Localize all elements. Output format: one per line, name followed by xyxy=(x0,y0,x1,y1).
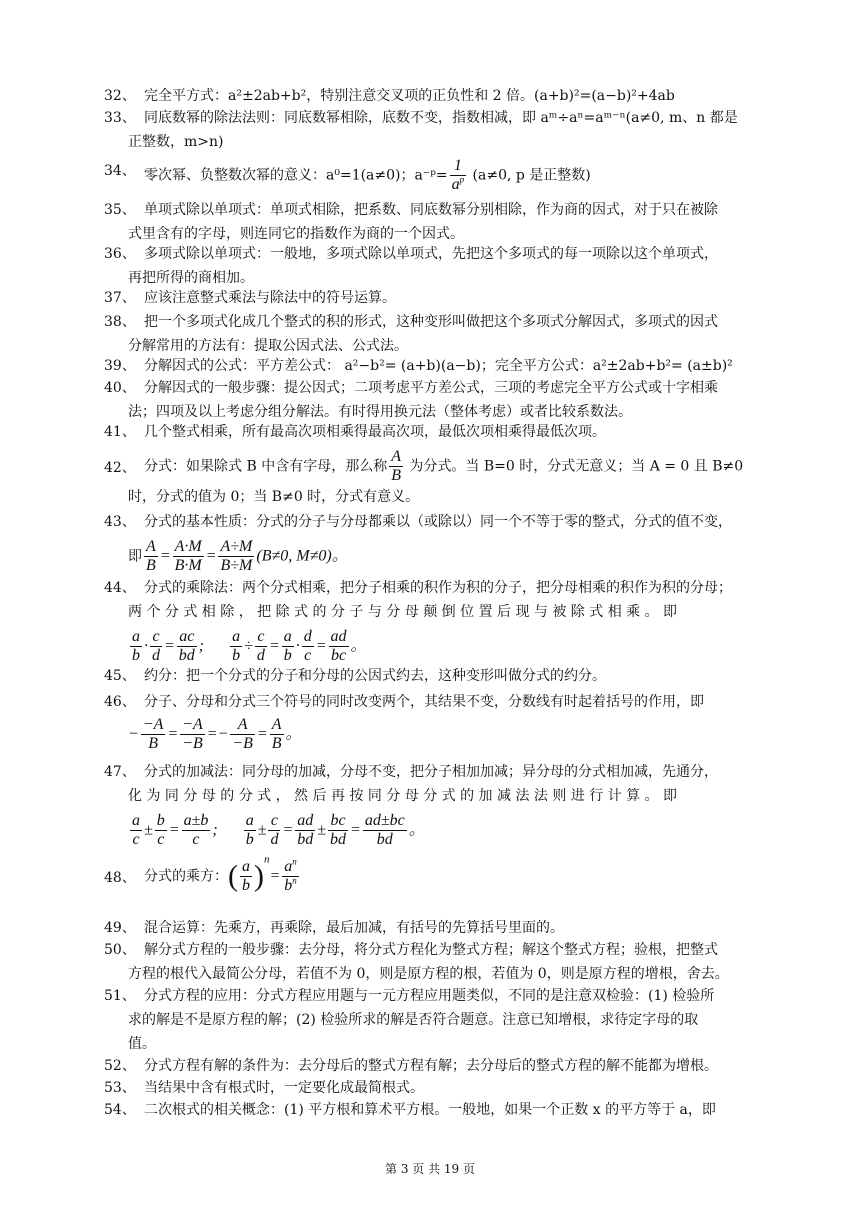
list-item xyxy=(104,1076,760,1100)
formula-add-subtract: $\frac{a}{c}$ ± $\frac{b}{c}$ = $\frac{a\pm b}{c}$ ; $\frac{a}{b}$ ± $\frac{c}{d}$ = $\frac{ad}{bd}$ ± $\frac{bc}{bd}$ = $\frac{ad\pm bc}{bd}$ 。 xyxy=(132,812,425,848)
list-item xyxy=(104,760,760,849)
fraction: $\frac{ac}{bd}$ xyxy=(178,628,195,664)
item-text: 应该注意整式乘法与除法中的符号运算。 xyxy=(144,290,396,306)
item-number: 47、 xyxy=(104,764,136,780)
fraction: $\frac{a}{c}$ xyxy=(132,812,140,848)
item-text: 多项式除以单项式：一般地，多项式除以单项式，先把这个多项式的每一项除以这个单项式， xyxy=(144,246,718,262)
item-number: 36、 xyxy=(104,246,136,262)
item-number: 40、 xyxy=(104,380,136,396)
item-text: 分式的加减法：同分母的加减，分母不变，把分子相加加减；异分母的分式相加减，先通分， xyxy=(144,764,718,780)
list-item xyxy=(104,376,760,424)
item-text-part: 为分式。当 B=0 时，分式无意义；当 A = 0 且 B≠0 xyxy=(404,458,744,475)
item-text: 当结果中含有根式时，一定要化成最简根式。 xyxy=(144,1080,424,1096)
item-text-part: (B≠0, M≠0)。 xyxy=(256,547,348,565)
item-text: 求的解是不是原方程的解；(2) 检验所求的解是否符合题意。注意已知增根，求待定字母的取 xyxy=(128,1012,699,1028)
item-number: 45、 xyxy=(104,668,136,684)
list-item xyxy=(104,853,760,895)
fraction: $\frac{c}{d}$ xyxy=(152,628,160,664)
item-text: 再把所得的商相加。 xyxy=(128,270,254,286)
item-text-part: 零次幂、负整数次幂的意义：a⁰=1(a≠0)；a⁻ᵖ= xyxy=(144,167,448,184)
item-text-part: 即 xyxy=(128,548,142,565)
list-item xyxy=(104,916,760,940)
item-number: 46、 xyxy=(104,694,136,710)
item-text: 分式的乘除法：两个分式相乘，把分子相乘的积作为积的分子，把分母相乘的积作为积的分母； xyxy=(144,580,732,596)
item-text: 时，分式的值为 0；当 B≠0 时，分式有意义。 xyxy=(128,489,420,505)
item-text xyxy=(104,157,760,194)
fraction: $\frac{bc}{bd}$ xyxy=(330,812,347,848)
item-text: 方程的根代入最简公分母，若值不为 0，则是原方程的根，若值为 0，则是原方程的增根，舍去。 xyxy=(128,966,729,982)
item-number: 43、 xyxy=(104,514,136,530)
item-number: 33、 xyxy=(104,110,136,126)
list-item xyxy=(104,664,760,688)
item-number: 48、 xyxy=(104,870,136,886)
item-text: 分解常用的方法有：提取公因式法、公式法。 xyxy=(128,338,408,354)
list-item xyxy=(104,354,760,378)
fraction: $\frac{a\pm b}{c}$ xyxy=(183,812,209,848)
fraction: $\frac{A}{B}$ xyxy=(271,716,282,752)
fraction: $\frac{a}{b}$ xyxy=(232,628,241,664)
list-item xyxy=(104,106,760,154)
fraction: $\frac{ad}{bd}$ xyxy=(297,812,314,848)
list-item xyxy=(104,690,760,753)
list-item xyxy=(104,984,760,1056)
item-number: 35、 xyxy=(104,202,136,218)
item-text: 单项式除以单项式：单项式相除，把系数、同底数幂分别相除，作为商的因式，对于只在被除 xyxy=(144,202,718,218)
item-text: 分式的基本性质：分式的分子与分母都乘以（或除以）同一个不等于零的整式，分式的值不变， xyxy=(144,514,732,530)
item-text: 分式方程有解的条件为：去分母后的整式方程有解；去分母后的整式方程的解不能都为增根。 xyxy=(144,1058,718,1074)
fraction: $\frac{a}{b}$ xyxy=(132,628,140,664)
fraction: $\frac{A}{-B}$ xyxy=(232,716,253,752)
item-text: 分解因式的一般步骤：提公因式；二项考虑平方差公式，三项的考虑完全平方公式或十字相乘 xyxy=(144,380,718,396)
formula-sign-change: − $\frac{-A}{B}$ = $\frac{-A}{-B}$ =− $\frac{A}{-B}$ = $\frac{A}{B}$ 。 xyxy=(128,716,302,752)
item-number: 52、 xyxy=(104,1058,136,1074)
item-number: 39、 xyxy=(104,358,136,374)
list-item xyxy=(104,198,760,246)
item-number: 44、 xyxy=(104,580,136,596)
fraction: $\frac{a}{b}$ xyxy=(245,812,254,848)
item-text: 二次根式的相关概念：(1) 平方根和算术平方根。一般地，如果一个正数 x 的平方等于 a，即 xyxy=(144,1102,716,1118)
fraction: $\frac{ad\pm bc}{bd}$ xyxy=(364,812,405,848)
formula-power: 分式的乘方：( $\frac{a}{b}$ )$^n$= $\frac{a^n}{b^n}$ xyxy=(144,853,297,894)
fraction: $\frac{b}{c}$ xyxy=(156,812,165,848)
item-number: 38、 xyxy=(104,314,136,330)
item-text: 约分：把一个分式的分子和分母的公因式约去，这种变形叫做分式的约分。 xyxy=(144,668,606,684)
item-number: 51、 xyxy=(104,988,136,1004)
fraction-1-over-a-p: $\frac{1}{a^p}$ xyxy=(451,157,465,193)
page-footer: 第 3 页 共 19 页 xyxy=(385,1162,475,1176)
item-text-part: (a≠0, p 是正整数) xyxy=(468,167,591,184)
list-item xyxy=(104,157,760,194)
item-number: 54、 xyxy=(104,1102,136,1118)
item-number: 53、 xyxy=(104,1080,136,1096)
item-text: 正整数，m>n) xyxy=(128,134,224,150)
fraction: $\frac{c}{d}$ xyxy=(270,812,279,848)
list-item xyxy=(104,938,760,986)
list-item xyxy=(104,420,760,444)
formula-basic-property: 即 $\frac{A}{B}$ = $\frac{A\cdot M}{B\cdot M}$ = $\frac{A\div M}{B\div M}$ (B≠0, M≠0)。 xyxy=(128,538,348,574)
fraction: $\frac{a}{b}$ xyxy=(283,628,292,664)
item-number: 32、 xyxy=(104,88,136,104)
item-number: 34、 xyxy=(104,163,136,179)
item-number: 41、 xyxy=(104,424,136,440)
item-text: 解分式方程的一般步骤：去分母，将分式方程化为整式方程；解这个整式方程；验根，把整式 xyxy=(144,942,718,958)
item-text: 式里含有的字母，则连同它的指数作为商的一个因式。 xyxy=(128,226,464,242)
item-text: 两 个 分 式 相 除 ， 把 除 式 的 分 子 与 分 母 颠 倒 位 置 后 现 与 被 除 式 相 乘 。 即 xyxy=(128,604,678,620)
fraction: $\frac{A\cdot M}{B\cdot M}$ xyxy=(174,538,202,574)
item-text: 混合运算：先乘方，再乘除，最后加减，有括号的先算括号里面的。 xyxy=(144,920,564,936)
fraction-a-over-b: $\frac{A}{B}$ xyxy=(391,448,401,484)
fraction: $\frac{-A}{B}$ xyxy=(142,716,164,752)
item-text: 把一个多项式化成几个整式的积的形式，这种变形叫做把这个多项式分解因式，多项式的因式 xyxy=(144,314,718,330)
item-text-part: 分式：如果除式 B 中含有字母，那么称 xyxy=(144,458,388,475)
item-number: 37、 xyxy=(104,290,136,306)
list-item xyxy=(104,286,760,310)
item-text: 化 为 同 分 母 的 分 式 ， 然 后 再 按 同 分 母 分 式 的 加 减 法 法 则 进 行 计 算 。 即 xyxy=(128,788,678,804)
item-text: 值。 xyxy=(128,1036,156,1052)
item-text: 分式方程的应用：分式方程应用题与一元方程应用题类似，不同的是注意双检验：(1) 检验所 xyxy=(144,988,715,1004)
list-item xyxy=(104,242,760,290)
item-number: 50、 xyxy=(104,942,136,958)
fraction: $\frac{a^n}{b^n}$ xyxy=(284,856,297,894)
item-text-part: 分式的乘方： xyxy=(144,868,228,885)
fraction: $\frac{a}{b}$ xyxy=(242,858,250,894)
item-text: 同底数幂的除法法则：同底数幂相除，底数不变，指数相减，即 aᵐ÷aⁿ=aᵐ⁻ⁿ(a≠0, m、n 都是 xyxy=(144,110,738,126)
list-item xyxy=(104,84,760,108)
item-text: 分解因式的公式：平方差公式： a²−b²= (a+b)(a−b)；完全平方公式：a²±2ab+b²= (a±b)² xyxy=(144,358,733,374)
fraction: $\frac{c}{d}$ xyxy=(256,628,265,664)
fraction: $\frac{A}{B}$ xyxy=(146,538,156,574)
formula-multiply-divide: $\frac{a}{b}$ · $\frac{c}{d}$ = $\frac{ac}{bd}$ ; $\frac{a}{b}$ ÷ $\frac{c}{d}$ = $\frac{a}{b}$ · $\frac{d}{c}$ = $\frac{ad}{bc}$ 。 xyxy=(132,628,367,664)
item-number: 49、 xyxy=(104,920,136,936)
fraction: $\frac{A\div M}{B\div M}$ xyxy=(220,538,253,574)
item-text: 完全平方式：a²±2ab+b²，特别注意交叉项的正负性和 2 倍。(a+b)²=(a−b)²+4ab xyxy=(144,88,675,104)
item-text: 几个整式相乘，所有最高次项相乘得最高次项，最低次项相乘得最低次项。 xyxy=(144,424,606,440)
list-item xyxy=(104,448,760,509)
list-item xyxy=(104,510,760,575)
fraction: $\frac{d}{c}$ xyxy=(303,628,312,664)
fraction: $\frac{ad}{bc}$ xyxy=(330,628,347,664)
list-item xyxy=(104,576,760,665)
list-item xyxy=(104,1098,760,1122)
item-text: 分子、分母和分式三个符号的同时改变两个，其结果不变，分数线有时起着括号的作用，即 xyxy=(144,694,704,710)
list-item xyxy=(104,310,760,358)
item-text xyxy=(104,448,760,485)
item-number: 42、 xyxy=(104,460,136,476)
item-text: 法；四项及以上考虑分组分解法。有时得用换元法（整体考虑）或者比较系数法。 xyxy=(128,404,632,420)
list-item xyxy=(104,1054,760,1078)
fraction: $\frac{-A}{-B}$ xyxy=(182,716,203,752)
